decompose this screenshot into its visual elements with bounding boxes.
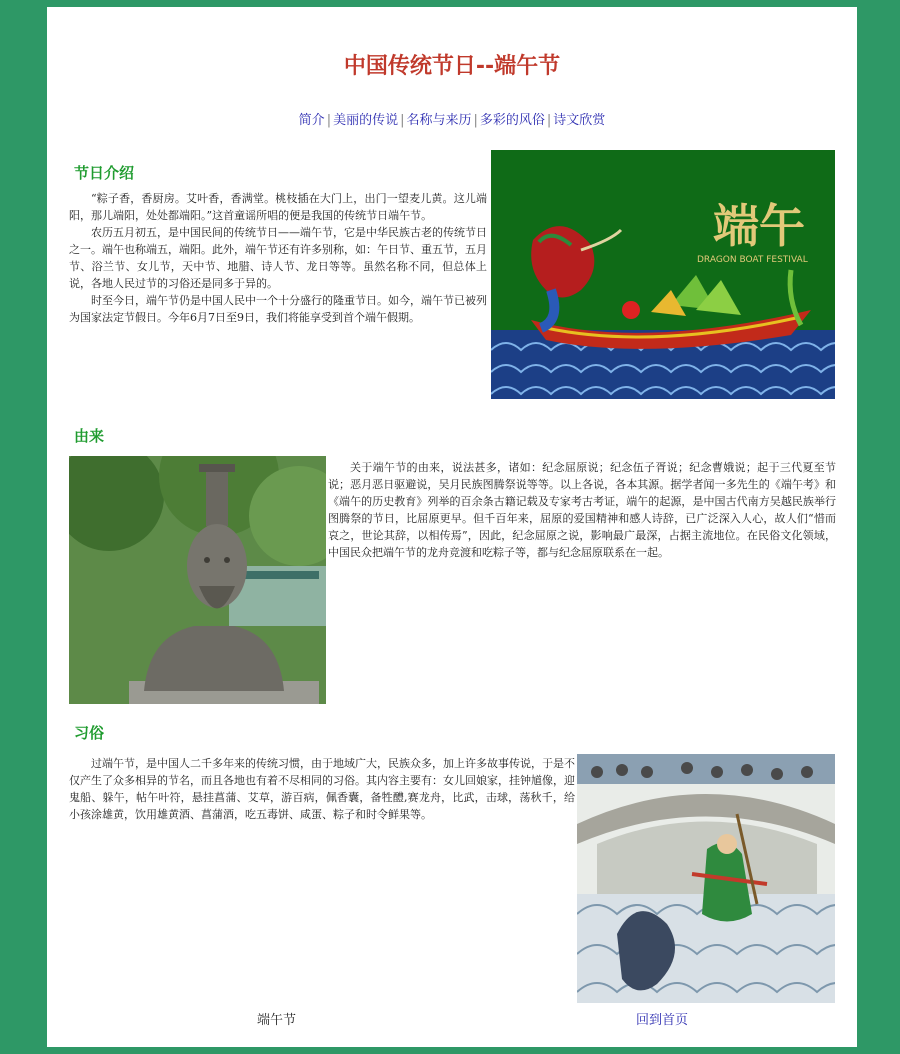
page-title: 中国传统节日--端午节: [343, 54, 561, 79]
footer-label: 端午节: [257, 1013, 297, 1028]
intro-paragraph: 农历五月初五，是中国民间的传统节日——端午节，它是中华民族古老的传统节日之一。端午也称端五，端阳。此外，端午节还有许多别称，如：午日节、重五节，五月节、浴兰节、女儿节，天中节、地腊、诗人节、龙日等等。虽然名称不同，但总体上说，各地人民过节的习俗还是同多于异的。: [69, 226, 487, 290]
intro-text: [69, 190, 487, 326]
nav-link-poetry[interactable]: 诗文欣赏: [553, 113, 606, 128]
nav-bar: [47, 109, 857, 128]
qu-yuan-statue-image: [69, 456, 326, 704]
dragon-boat-festival-image: [491, 150, 835, 399]
origin-text: [328, 459, 836, 561]
page-container: [47, 7, 857, 1047]
intro-paragraph: “粽子香，香厨房。艾叶香，香满堂。桃枝插在大门上，出门一望麦儿黄。这儿端阳，那儿端阳，处处都端阳。”这首童谣所唱的便是我国的传统节日端午节。: [69, 192, 487, 222]
customs-paragraph: 过端午节，是中国人二千多年来的传统习惯，由于地域广大，民族众多，加上许多故事传说，于是不仅产生了众多相异的节名，而且各地也有着不尽相同的习俗。其内容主要有：女儿回娘家，挂钟馗像，迎鬼船、躲午，帖午叶符，悬挂菖蒲、艾草，游百病，佩香囊，备牲醴,赛龙舟，比武，击球，荡秋千，给小孩涂雄黄，饮用雄黄酒、菖蒲酒，吃五毒饼、咸蛋、粽子和时令鲜果等。: [69, 757, 575, 821]
section-heading-customs: 习俗: [74, 724, 105, 742]
image-caption: DRAGON BOAT FESTIVAL: [697, 255, 808, 265]
nav-separator: |: [473, 113, 478, 128]
statue-illustration: [69, 456, 326, 704]
home-link[interactable]: 回到首页: [636, 1013, 689, 1028]
dragon-legend-painting-image: [577, 754, 835, 1003]
nav-separator: |: [326, 113, 332, 128]
nav-separator: |: [400, 113, 405, 128]
calligraphy-text: 端午: [713, 199, 805, 253]
intro-paragraph: 时至今日，端午节仍是中国人民中一个十分盛行的隆重节日。如今，端午节已被列为国家法定节假日。今年6月7日至9日，我们将能享受到首个端午假期。: [69, 294, 487, 324]
dragon-boat-illustration: [491, 150, 835, 399]
section-heading-origin: 由来: [74, 427, 105, 445]
nav-link-customs[interactable]: 多彩的风俗: [479, 113, 545, 128]
nav-link-legend[interactable]: 美丽的传说: [333, 113, 399, 128]
origin-paragraph: 关于端午节的由来，说法甚多，诸如：纪念屈原说；纪念伍子胥说；纪念曹娥说；起于三代夏至节说；恶月恶日驱避说，吴月民族图腾祭说等等。以上各说，各本其源。据学者闻一多先生的《端午考》和《端午的历史教育》列举的百余条古籍记载及专家考古考证，端午的起源，是中国古代南方吴越民族举行图腾祭的节日，比屈原更早。但千百年来，屈原的爱国精神和感人诗辞，已广泛深入人心，故人们“惜而哀之，世论其辞，以相传焉”，因此，纪念屈原之说，影响最广最深，占据主流地位。在民俗文化领域，中国民众把端午节的龙舟竞渡和吃粽子等，都与纪念屈原联系在一起。: [328, 461, 836, 559]
customs-text: [69, 755, 575, 823]
nav-separator: |: [546, 113, 552, 128]
nav-link-origin[interactable]: 名称与来历: [406, 113, 472, 128]
nav-link-intro[interactable]: 简介: [298, 113, 325, 128]
legend-painting-illustration: [577, 754, 835, 1003]
section-heading-intro: 节日介绍: [74, 164, 135, 182]
